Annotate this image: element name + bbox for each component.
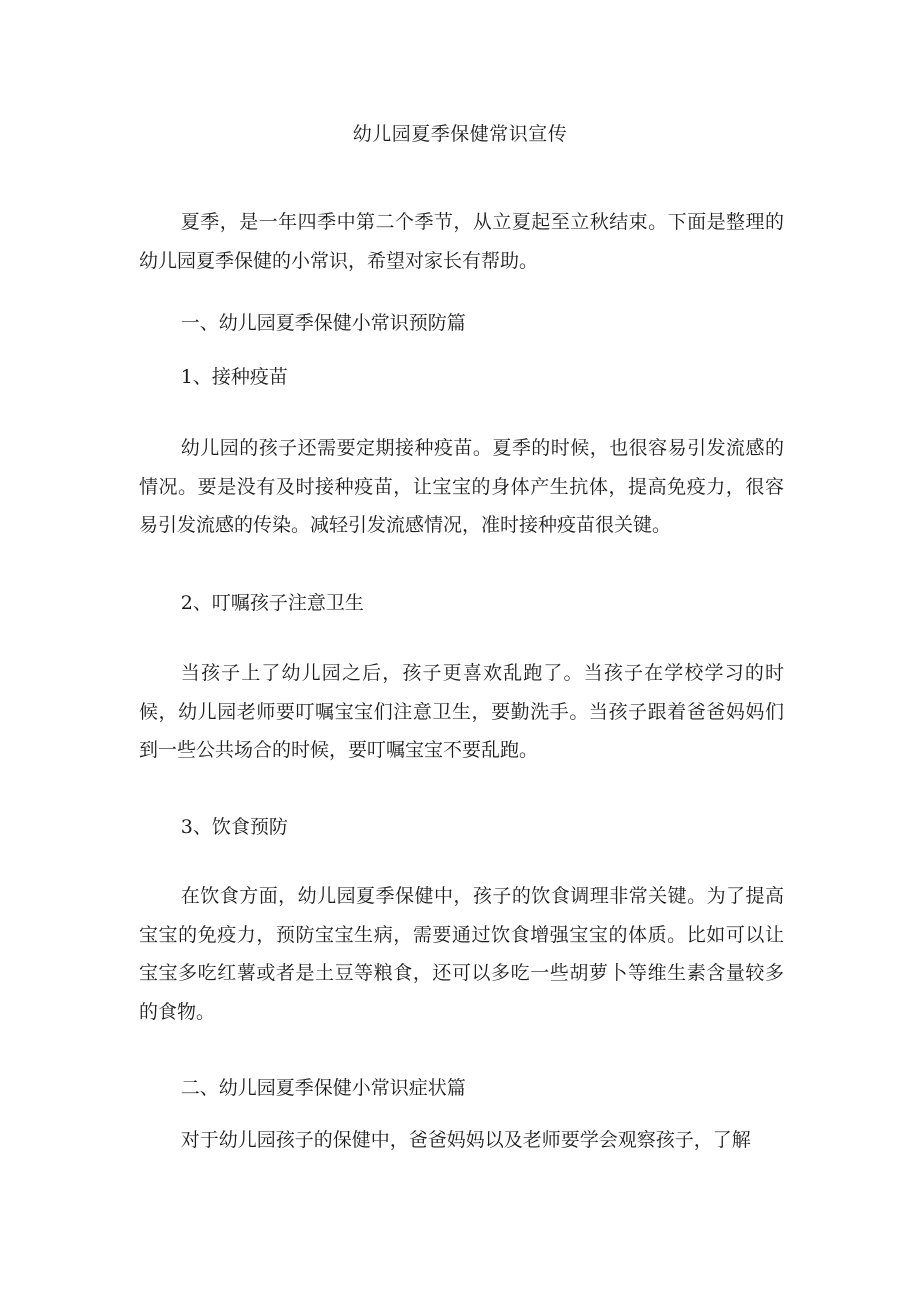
section-heading-symptoms: 二、幼儿园夏季保健小常识症状篇: [180, 1077, 466, 1099]
intro-paragraph: 夏季，是一年四季中第二个季节，从立夏起至立秋结束。下面是整理的幼儿园夏季保健的小常识，希望对家长有帮助。: [139, 211, 784, 272]
section-heading-prevention: 一、幼儿园夏季保健小常识预防篇: [180, 312, 466, 334]
item-paragraph-vaccination: 幼儿园的孩子还需要定期接种疫苗。夏季的时候，也很容易引发流感的情况。要是没有及时接种疫苗，让宝宝的身体产生抗体，提高免疫力，很容易引发流感的传染。减轻引发流感情况，准时接种疫苗很关键。: [139, 437, 784, 536]
item-paragraph-hygiene: 当孩子上了幼儿园之后，孩子更喜欢乱跑了。当孩子在学校学习的时候，幼儿园老师要叮嘱宝宝们注意卫生，要勤洗手。当孩子跟着爸爸妈妈们到一些公共场合的时候，要叮嘱宝宝不要乱跑。: [139, 662, 784, 761]
item-paragraph-diet: 在饮食方面，幼儿园夏季保健中，孩子的饮食调理非常关键。为了提高宝宝的免疫力，预防宝宝生病，需要通过饮食增强宝宝的体质。比如可以让宝宝多吃红薯或者是土豆等粮食，还可以多吃一些胡萝卜等维生素含量较多的食物。: [139, 885, 784, 1023]
section-paragraph-symptoms: 对于幼儿园孩子的保健中，爸爸妈妈以及老师要学会观察孩子，了解: [180, 1129, 751, 1151]
item-heading-vaccination: 1、接种疫苗: [180, 366, 288, 388]
item-heading-diet: 3、饮食预防: [180, 816, 288, 838]
document-title: 幼儿园夏季保健常识宣传: [352, 123, 568, 145]
item-heading-hygiene: 2、叮嘱孩子注意卫生: [180, 592, 364, 614]
